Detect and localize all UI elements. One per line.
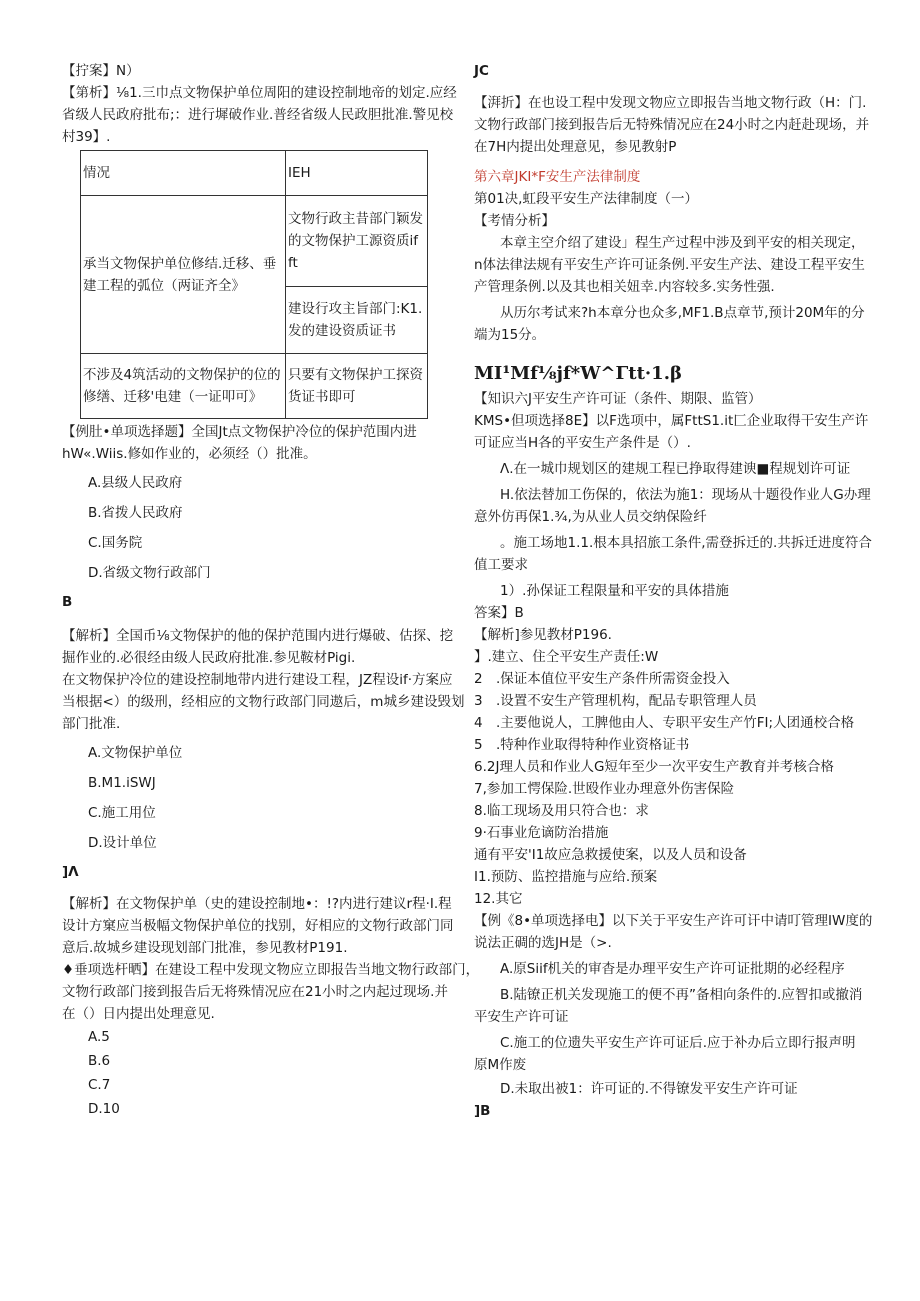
question-text: 【例《8•单项选择电】以下关于平安生产许可讦中请叮管理IW度的 bbox=[474, 913, 873, 929]
list-item bbox=[474, 734, 864, 756]
list-number: 4 bbox=[474, 715, 483, 731]
explanation-text: 掘作业的.必很经由级人民政府批准.参见鞍材Pigi. bbox=[62, 650, 356, 666]
explanation-text: 当根据<）的级刑，经相应的文物行政部门同遨后，m城乡建设毁划 bbox=[62, 694, 465, 710]
answer-key: JC bbox=[474, 63, 489, 79]
option-c-cont: 值工要求 bbox=[474, 557, 528, 573]
table-row bbox=[81, 151, 428, 196]
list-item: 6.2J理人员和作业人G短年至少一次平安生产教育并考核合格 bbox=[474, 759, 834, 775]
option-a: A.县级人民政府 bbox=[88, 475, 183, 491]
explanation-text: 部门批准. bbox=[62, 716, 121, 732]
analysis-text: 【第析】⅛1.三巾点文物保护单位周阳的建设控制地帝的划定.应经 bbox=[62, 85, 457, 101]
answer-key: ]Λ bbox=[62, 864, 79, 880]
list-item: 通有平安'I1故应急救援使案，以及人员和设备 bbox=[474, 847, 747, 863]
list-text: .主要他说人，工脾他由人、专职平安生产竹FI;人团通校合格 bbox=[496, 715, 855, 731]
question-text: hW«.Wiis.修如作业的，必须经（）批准。 bbox=[62, 446, 317, 462]
option-b: B.6 bbox=[88, 1053, 111, 1069]
subsection-label: 【考情分析】 bbox=[474, 213, 555, 229]
option-c: C.施工的位遗失平安生产许可证后.应于补办后立即行报声明 bbox=[500, 1035, 856, 1051]
list-number: 3 bbox=[474, 693, 483, 709]
paragraph-text: 端为15分。 bbox=[474, 327, 546, 343]
explanation-text: 【解析】在文物保护单（史的建设控制地•：!?内进行建议r程·I.程 bbox=[62, 896, 452, 912]
paragraph-text: 本章主空介绍了建设」程生产过程中涉及到平安的相关现定， bbox=[500, 235, 865, 251]
analysis-text: 村39】. bbox=[62, 129, 111, 145]
question-text: 在（）日内提出处理意见. bbox=[62, 1006, 215, 1022]
list-text: .设置不安生产管理机构，配品专职管理人员 bbox=[496, 693, 757, 709]
option-b: H.依法替加工伤保的，依法为施1：现场从十题役作业人G办理 bbox=[500, 487, 871, 503]
explanation-text: 设计方窠应当极幅文物保护单位的找别，好相应的文物行政部门同 bbox=[62, 918, 454, 934]
analysis-text: 省级人民政府批布;：进行墀破作业.普经省级人民政胆批准.警见校 bbox=[62, 107, 454, 123]
answer-key: B bbox=[62, 594, 73, 610]
answer-key: ]B bbox=[474, 1103, 491, 1119]
table-row bbox=[81, 354, 428, 419]
option-b-cont: 平安生产许可证 bbox=[474, 1009, 569, 1025]
explanation-text: 文物行政部门接到报告后无特殊情况应在24小时之内赶赴现场，并 bbox=[474, 117, 870, 133]
chapter-title: 第六章JKI*F安生产法律制度 bbox=[474, 169, 641, 185]
option-c: C.施工用位 bbox=[88, 805, 156, 821]
explanation-text: 【解析】全国币⅛文物保护的他的保护范围内进行爆破、估探、挖 bbox=[62, 628, 454, 644]
option-a: A.5 bbox=[88, 1029, 110, 1045]
list-item: I1.预防、监控措施与应给.预案 bbox=[474, 869, 658, 885]
question-text: 说法正碉的选JH是（>. bbox=[474, 935, 612, 951]
list-item: 8.临工现场及用只符合也：求 bbox=[474, 803, 649, 819]
explanation-text: 在7H内提出处理意见，参见教射P bbox=[474, 139, 677, 155]
explanation-text: 在文物保护冷位的建设控制地带内进行建设工程，JZ程设if·方案应 bbox=[62, 672, 453, 688]
option-b-cont: 意外仿再保1.¾,为从业人员交纳保险纤 bbox=[474, 509, 707, 525]
list-item: 】.建立、住仝平安生产责任:W bbox=[474, 649, 659, 665]
list-number: 5 bbox=[474, 737, 483, 753]
option-c: C.国务院 bbox=[88, 535, 143, 551]
list-item: 7,参加工愕保险.世殴作业办理意外伤害保险 bbox=[474, 781, 735, 797]
table-cell: 不涉及4筑活动的文物保护的位的修缮、迁移'电建（一证叩可》 bbox=[81, 354, 286, 419]
question-text: 可证应当H各的平安生产条件是（）. bbox=[474, 435, 691, 451]
option-c-cont: 原M作废 bbox=[474, 1057, 527, 1073]
table-header-cell: IEH bbox=[286, 151, 428, 196]
option-b: B.省拨人民政府 bbox=[88, 505, 183, 521]
list-item: 9·石事业危谪防治措施 bbox=[474, 825, 609, 841]
option-a: A.原Siif机关的审杳是办理平安生产许可证批期的必经程序 bbox=[500, 961, 845, 977]
knowledge-point: 【知识六J平安生产许可证（条件、期限、监管） bbox=[474, 391, 762, 407]
question-text: 【例肚•单项选择题】全国Jt点文物保护冷位的保护范围内进 bbox=[62, 424, 417, 440]
list-item bbox=[474, 690, 864, 712]
paragraph-text: 从历尔考试来?h本章分也众多,MF1.B点章节,预计20M年的分 bbox=[500, 305, 865, 321]
paragraph-text: n体法律法规有平安生产许可证条例.平安生产法、建设工程平安生 bbox=[474, 257, 865, 273]
list-item bbox=[474, 668, 864, 690]
option-d: D.设计单位 bbox=[88, 835, 157, 851]
explanation-text: 【解析]参见教材P196. bbox=[474, 627, 612, 643]
table-header-cell: 情况 bbox=[81, 151, 286, 196]
right-column bbox=[474, 60, 873, 1122]
list-number: 2 bbox=[474, 671, 483, 687]
option-d: D.未取出被1：许可证的.不得镣发平安生产许可证 bbox=[500, 1081, 798, 1097]
option-b: B.陆镣正机关发现施工的便不再”备相向条件的.应智扣或撤消 bbox=[500, 987, 863, 1003]
option-b: B.M1.iSWJ bbox=[88, 775, 156, 791]
table-cell: 只要有文物保护工探资货证书即可 bbox=[286, 354, 428, 419]
answer-line: 【拧案】N） bbox=[62, 63, 140, 79]
table-row bbox=[81, 196, 428, 287]
paragraph-text: 产管理条例.以及其也相关妞幸.内容较多.实务性强. bbox=[474, 279, 775, 295]
list-item: 12.其它 bbox=[474, 891, 523, 907]
table-cell: 文物行政主昔部门颖发的文物保护工源资质if ft bbox=[286, 196, 428, 287]
option-d: 1）.孙保证工程限量和平安的具体措施 bbox=[500, 583, 729, 599]
option-d: D.省级文物行政部门 bbox=[88, 565, 211, 581]
explanation-text: 意后.故城乡建设现划部门批准，参见教材P191. bbox=[62, 940, 348, 956]
section-title: 第01决,虹段平安生产法律制度（一） bbox=[474, 191, 698, 207]
option-c: 。施工场地1.1.根本具招旅工条件,需登拆迁的.共拆迁进度符合 bbox=[500, 535, 872, 551]
option-a: Λ.在一城巾规划区的建规工程已挣取得建谀■程规划许可证 bbox=[500, 461, 851, 477]
question-text: 文物行政部门接到报告后无将殊情况应在21小时之内起过现场.并 bbox=[62, 984, 448, 1000]
table-cell: 建设行攻主旨部门:K1.发的建设资质证书 bbox=[286, 287, 428, 354]
list-text: .特种作业取得特种作业资格证书 bbox=[496, 737, 690, 753]
question-text: ♦垂项选杆晒】在建设工程中发现文物应立即报告当地文物行政部门， bbox=[62, 962, 480, 978]
option-c: C.7 bbox=[88, 1077, 111, 1093]
table-cell: 承当文物保护单位修结.迁移、垂建工程的弧位（两证齐全》 bbox=[81, 196, 286, 354]
answer-key: 答案】B bbox=[474, 605, 524, 621]
list-item bbox=[474, 712, 864, 734]
section-heading: MI¹Mf⅛jf*W^Γtt·1.β bbox=[474, 363, 682, 384]
explanation-text: 【湃折】在也设工程中发现文物应立即报告当地文物行政（H：门. bbox=[474, 95, 867, 111]
option-d: D.10 bbox=[88, 1101, 120, 1117]
qualification-table bbox=[80, 150, 428, 419]
question-text: KMS•但项选择8E】以F选项中，属FttS1.it匚企业取得干安生产许 bbox=[474, 413, 869, 429]
left-column bbox=[62, 60, 480, 1121]
list-text: .保证本值位平安生产条件所需资金投入 bbox=[496, 671, 730, 687]
option-a: A.文物保护单位 bbox=[88, 745, 183, 761]
